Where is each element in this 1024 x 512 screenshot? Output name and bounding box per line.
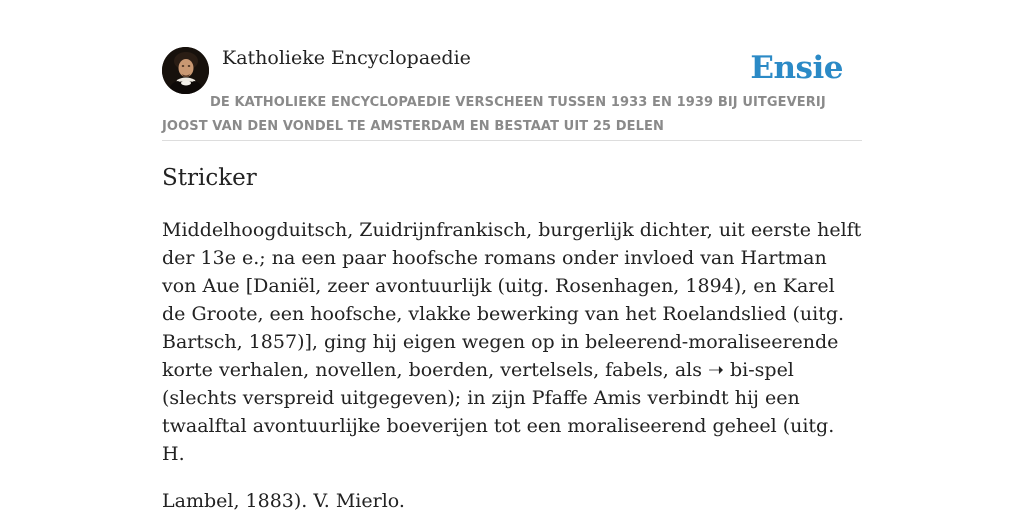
source-description: DE KATHOLIEKE ENCYCLOPAEDIE VERSCHEEN TUSSEN 1933 EN 1939 BIJ UITGEVERIJ JOOST VAN DEN VONDEL TE AMSTERDAM EN BESTAAT UIT 25 DELEN <box>162 95 826 134</box>
source-title[interactable]: Katholieke Encyclopaedie <box>222 47 471 69</box>
portrait-icon <box>162 47 209 94</box>
paragraph-text: (slechts verspreid uitgegeven); in zijn Pfaffe Amis verbindt hij een twaalftal avontuurlijke boeverijen tot een moraliseerend geheel (uitg. H. <box>162 387 835 465</box>
article <box>162 160 862 512</box>
source-header <box>162 46 862 141</box>
cross-reference-link[interactable]: ➝ bi-spel <box>708 359 794 381</box>
ensie-logo-link[interactable]: Ensie <box>750 50 843 86</box>
entry-paragraph-2: Lambel, 1883). V. Mierlo. <box>162 490 405 512</box>
source-avatar[interactable] <box>162 47 209 94</box>
entry-paragraph-1 <box>162 216 862 468</box>
paragraph-text: Middelhoogduitsch, Zuidrijnfrankisch, burgerlijk dichter, uit eerste helft der 13e e.; na een paar hoofsche romans onder invloed van Hartman von Aue [Daniël, zeer avontuurlijk (uitg. Rosenhagen, 1894), en Karel de Groote, een hoofsche, vlakke bewerking van het Roelandslied (uitg. Bartsch, 1857)], ging hij eigen wegen op in beleerend-moraliseerende korte verhalen, novellen, boerden, vertelsels, fabels, als <box>162 219 862 381</box>
entry-title: Stricker <box>162 165 257 191</box>
